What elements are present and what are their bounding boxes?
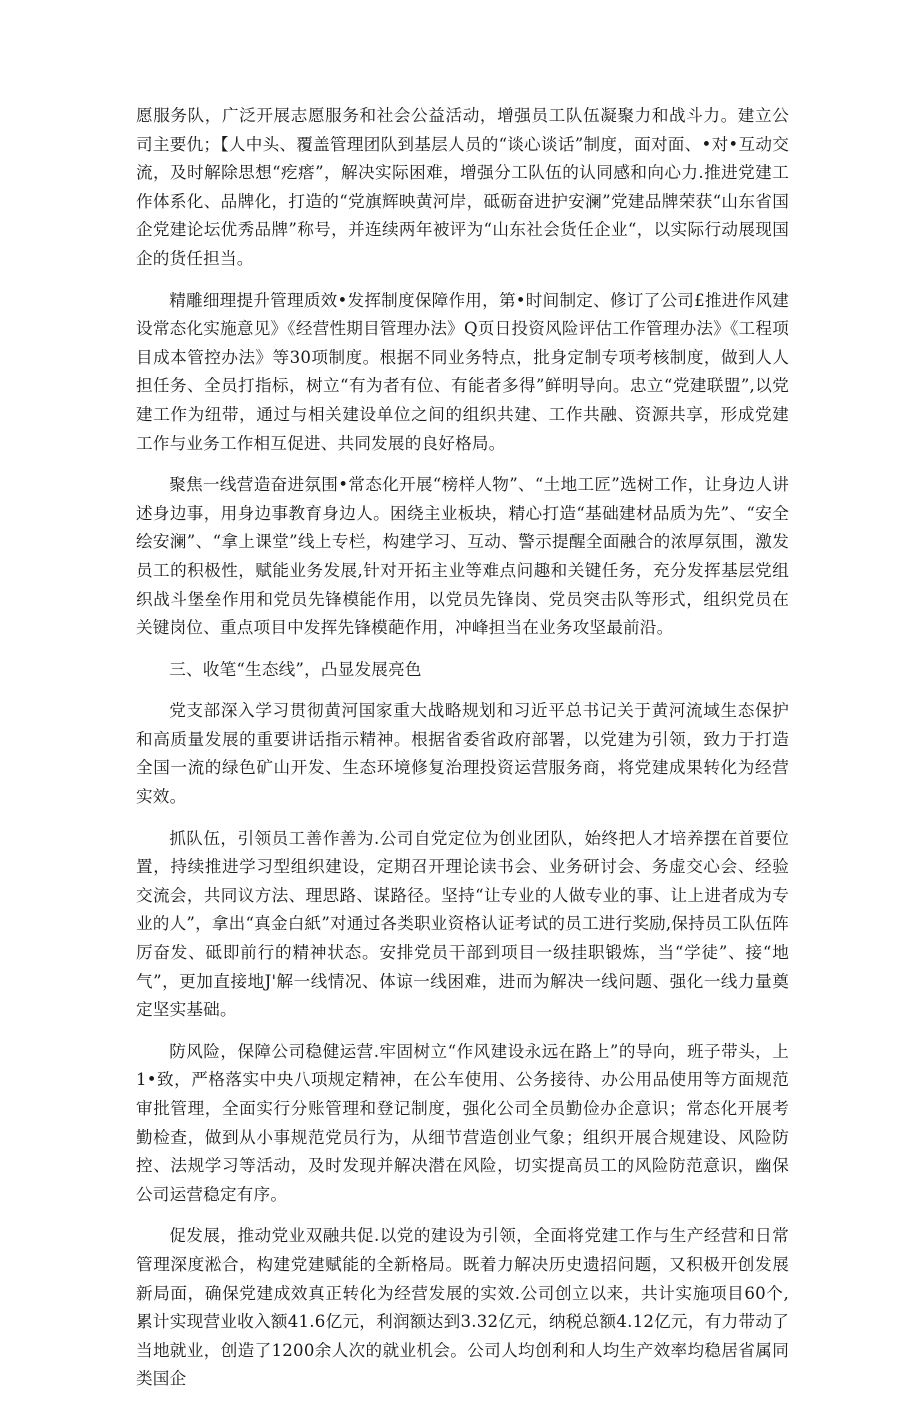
paragraph-management-quality: 精雕细理提升管理质效•发挥制度保障作用，第•时间制定、修订了公司£推进作风建设常态化实施意见》《经营性期目管理办法》Q页日投资风险评估工作管理办法》《工程项目成本管控办法》等30项制度。根据不同业务特点，批身定制专项考核制度，做到人人担任务、全员打指标，树立“有为者有位、有能者多得”鲜明导向。忠立“党建联盟”,以党建工作为纽带，通过与相关建设单位之间的组织共建、工作共融、资源共享，形成党建工作与业务工作相互促进、共同发展的良好格局。	[136, 290, 789, 453]
paragraph-volunteer-service: 愿服务队，广泛开展志愿服务和社会公益活动，增强员工队伍凝聚力和战斗力。建立公司主要仇；【人中头、覆盖管理团队到基层人员的“谈心谈话”制度，面对面、•对•互动交流，及时解除思想“疙瘩”，解决实际困难，增强分工队伍的认同感和向心力.推进党建工作体系化、品牌化，打造的“党旗辉映黄河岸，砥砺奋进护安澜”党建品牌荣获“山东省国企党建论坛优秀品牌”称号，并连续两年被评为“山东社会货任企业“，以实际行动展现国企的货任担当。	[136, 106, 789, 268]
paragraph-development: 促发展，推动党业双融共促.以党的建设为引领，全面将党建工作与生产经营和日常管理深度淞合，构建党建赋能的全新格局。既着力解决历史遗招问题，又积极开创发展新局面，确保党建成效真正转化为经营发展的实效.公司创立以来，共计实施项目60个,累计实现营业收入额41.6亿元，利润额达到3.32亿元，纳税总额4.12亿元，有力带动了当地就业，创造了1200余人次的就业机会。公司人均创利和人均生产效率均稳居省属同类国企	[136, 1226, 789, 1389]
paragraph-frontline-atmosphere: 聚焦一线营造奋进氛围•常态化开展“榜样人物”、“土地工匠”选树工作，让身边人讲述身边事，用身边事教育身边人。困绕主业板块，精心打造“基础建材品质为先”、“安全绘安澜”、“拿上课堂”线上专栏，构建学习、互动、警示提醒全面融合的浓厚氛围，激发员工的积极性，赋能业务发展,针对开拓主业等难点问趣和关键任务，充分发挥基层党组织战斗堡垒作用和党员先锋模能作用，以党员先锋岗、党员突击队等形式，组织党员在关键岗位、重点项目中发挥先锋模葩作用，冲峰担当在业务攻坚最前沿。	[136, 475, 789, 638]
paragraph-team-building: 抓队伍，引领员工善作善为.公司自党定位为创业团队，始终把人才培养摆在首要位置，持续推进学习型组织建设，定期召开理论读书会、业务研讨会、务虚交心会、经验交流会，共同议方法、理思路、谋路径。坚持“让专业的人做专业的事、让上进者成为专业的人”，拿出“真金白紙”对通过各类职业资格认证考试的员工进行奖励,保持员工队伍阵厉奋发、砥即前行的精神状态。安排党员干部到项目一级挂职锻炼，当“学徒”、接“地气”，更加直接地J'解一线情况、体谅一线困难，进而为解决一线问题、强化一线力量奠定坚实基础。	[136, 828, 789, 1020]
section-heading-ecology: 三、收笔“生态线”，凸显发展亮色	[169, 659, 422, 679]
paragraph-party-branch-study: 党支部深入学习贯彻黄河国家重大战略规划和习近平总书记关于黄河流域生态保护和高质量发展的重要讲话指示精神。根据省委省政府部署，以党建为引领，致力于打造全国一流的绿色矿山开发、生态环境修复治理投资运营服务商，将党建成果转化为经营实效。	[136, 701, 789, 807]
document-body	[136, 102, 789, 1407]
paragraph-risk-prevention: 防风险，保障公司稳健运营.牢固树立“作风建设永远在路上”的导向，班子带头，上1•致，严格落实中央八项规定精神，在公车使用、公务接待、办公用品使用等方面规范审批管理，全面实行分账管理和登记制度，强化公司全员勤俭办企意识；常态化开展考勤检查，做到从小事规范党员行为，从细节营造创业气象；组织开展合规建设、风险防控、法规学习等活动，及时发现并解决潜在风险，切实提高员工的风险防范意识，幽保公司运营稳定有序。	[136, 1041, 789, 1204]
